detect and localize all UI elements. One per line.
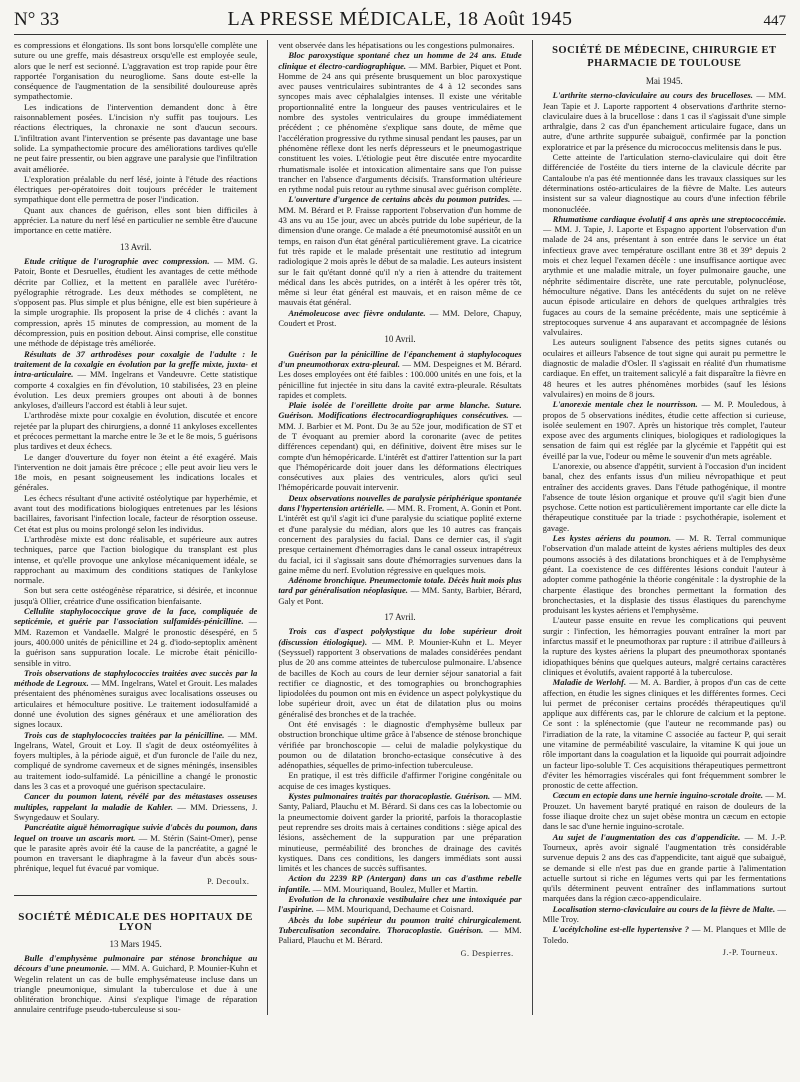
session-date: 17 Avril. [384,612,416,623]
article-body: — M. A. Bardier, à propos d'un cas de cette affection, en étudie les signes cliniques et les différentes formes. Ceci lui permet de préconiser certains procédés thérapeutiques qu'il applique aux différents cas, par le chlorure de calcium et la peptone. Ce sont : la splénectomie (que l'auteur ne recommande pas) ou l'irradiation de la rate, la vitamine C associée au facteur P, qui serait une vitamine de perméabilité vasculaire, la vitamine K qui joue un rôle important dans la coagulation et la liquoïde qui pourrait adjoindre un facteur lipo-soluble T. Ces acquisitions thérapeutiques permettront d'éviter les hémorragies viscérales qui font fréquemment sombrer le pronostic de cette affection. [542,677,786,791]
article-title: Rhumatisme cardiaque évolutif 4 ans après une streptococcémie. [552,213,786,224]
page-number: 447 [763,13,786,29]
session-date: 10 Avril. [384,334,416,345]
article [543,399,786,461]
article-title: Trois observations de staphylococcies traitées avec succès par la méthode de Legroux. [14,667,258,689]
article [14,256,257,349]
article-body: — MM. M. Bérard et P. Fraisse rapportent l'observation d'un homme de 43 ans vu au 15e jour, avec un abcès putride du lobe supérieur, de la dimension d'une orange. Ce malade a été pneumotomisé aussitôt en un temps, en raison d'un état général particulièrement grave. La cicatrice fut très rapide et le malade présentait une restitutio ad integrum radiologique 2 mois après le début de sa maladie. Les auteurs insistent sur le fait qu'étant donné qu'il n'y a rien à attendre du traitement médical dans les abcès putrides, on a intérêt à les opérer très tôt, même si leur état général est mauvais, et en raison même de ce mauvais état général. [278,194,522,308]
article-title: Abcès du lobe supérieur du poumon traité chirurgicalement. Tuberculisation secondaire. Thoracoplastie. Guérison. [278,914,522,935]
article [14,791,257,822]
article-title: Résultats de 37 arthrodèses pour coxalgie de l'adulte : le traitement de la coxalgie en évolution par la greffe mixte, juxta- et intra-articulaire. [14,348,258,380]
article-title: Pancréatite aiguë hémorragique suivie d'abcès du poumon, dans lequel on trouve un ascaris mort. [14,822,258,843]
article-body: — M. Stérin (Saint-Omer), pense que le parasite après avoir été la cause de la pancréatite, a gagné le poumon en traversant le diaphragme à la faveur d'un abcès sous-phrénique, lequel fut évacué par vomique. [14,832,258,874]
article [278,915,521,946]
signature: J.-P. Tourneux. [722,947,778,957]
article-title: Maladie de Werlohf. [552,677,627,688]
session-date: 13 Mars 1945. [109,938,162,949]
article [278,349,521,400]
article-body: — M. Planques et Mlle de Toledo. [542,924,786,945]
article-body: — M. Prouzet. Un havement baryté pratiqué en raison de douleurs de la fosse iliaque droite chez un sujet obèse montra un cæcum en ectopie dans le sac d'une hernie inguino-scrotale. [542,790,786,832]
article [278,493,521,575]
article-body: — M. J.-P. Tourneux, après avoir signalé l'augmentation très considérable survenue depuis 2 ans des cas d'appendicite, tant aiguë que subaiguë, se demande si elle n'est pas due en grande partie à l'alimentation actuelle surtout si riche en légumes verts qui par les fermentations qu'ils déterminent peuvent entraîner des inflammations surtout marquées dans la région cæco-appendiculaire. [542,831,786,904]
paragraph: L'arthrodèse mixte est donc réalisable, et supérieure aux autres techniques, parce que l'action biologique du transplant est plus intense, et qu'elle provoque une ankylose mécaniquement idéale, se rapprochant au maximum des conditions statiques de l'ankylose normale. [14,533,258,586]
article-title: Guérison par la pénicilline de l'épanchement à staphylocoques d'un pneumothorax extra-pleural. [278,348,522,369]
columns [14,35,786,1015]
article [278,873,521,894]
article-body: — MM. A. Guichard, P. Mounier-Kuhn et Wegelin relatent un cas de bulle emphysémateuse incluse dans un triangle pneumonique, simulant la tuberculose et due à une oblitération bronchique. Ainsi s'explique l'image de réparation annulaire centrifuge pseudo-tuberculeuse si sou- [14,963,258,1015]
paragraph: es compressions et élongations. Ils sont bons lorsqu'elle complète une suture ou une greffe, mais désastreux orsqu'elle est employée seule, alors que le nerf est secionné. L'aggravation est trop rapide pour être rapportée l'organisation du neurogliome. Sans doute est-elle la conséquence de l'augmentation de la sensibilité douloureuse après sympathectomie. [14,40,258,102]
article-body: — MM. Paliard, Plauchu et M. Bérard. [278,924,522,946]
paragraph: L'arthrodèse mixte pour coxalgie en évolution, discutée et encore rejetée par la plupart des chirurgiens, a donné 11 ankyloses excellentes et précoces permettant la marche entre le 3e et le 8e mois, 5 guérisons plus tardives et deux échecs. [14,410,258,452]
article-title: L'acétylcholine est-elle hypertensive ? [552,924,690,935]
article [278,308,521,329]
article-title: Cellulite staphylococcique grave de la face, compliquée de septicémie, et guérie par l'association sulfamidés-pénicilline. [14,606,258,627]
article-title: Adénome bronchique. Pneumectomie totale. Décès huit mois plus tard par généralisation néoplasique. [278,575,522,596]
signature: G. Despierres. [460,948,514,958]
paragraph: Ont été envisagés : le diagnostic d'emphysème bulleux par obstruction bronchique ultime grâce à l'absence de sténose bronchique vérifiée par bronchoscopie — celui de maladie polykystique du poumon ou de dilatation broncho-ectasique consécutive à des adénopathies, séquelles de primo-infection tuberculeuse. [278,719,522,771]
article-body: — MM. Jean Tapie et J. Laporte rapportent 4 observations d'arthrite sterno-claviculaire dues à la brucellose : dans 1 cas il s'agissait d'une simple arthralgie, dans 2 cas d'un épanchement articulaire fugace, dans un autre, d'une arthrite suppurée subaiguë, confirmée par la ponction exploratrice et par la présence du micrococcus melitensis dans le pus. [542,90,786,152]
paragraph: Cette atteinte de l'articulation sterno-claviculaire qui doit être différenciée de l'ostéite du tiers interne de la clavicule décrite par Cantaloube n'a pas été mentionnée dans les travaux classiques sur les déterminations ostéo-articulaires de la fièvre de Malte. Les auteurs insistent sur sa valeur diagnostique au cours d'une infection fébrile mononucléée. [542,152,786,214]
article-title: Anémoleucose avec fièvre ondulante. [288,307,426,318]
article [278,894,521,915]
column-1 [14,40,257,1015]
article [543,90,786,152]
article-body: — MM. Ingelrans et Vandeuvre. Cette statistique comporte 4 coxalgies en fin d'évolution, 10 stabilisées, 23 en pleine évolution. Les deux premiers groupes ont abouti à de bonnes ankyloses, d'ailleurs l'accord est établi à leur sujet. [14,369,258,411]
article-body: — MM. Santy, Paliard, Plauchu et M. Bérard. Si dans ces cas la lobectomie ou la pneumectomie doivent garder la priorité, parfois la thoracoplastie peut reprendre ses droits mais à certaines conditions : siège apical des lésions, assèchement de la suppuration par une préparation minutieuse, perméabilité des bronches de drainage des cavités kystiques. Dans ces conditions, les dangers immédiats sont aussi limités et les chances de succès suffisantes. [278,791,522,874]
session-date: Mai 1945. [645,76,683,86]
column-divider [532,40,533,1015]
article [14,822,257,873]
article-title: L'arthrite sterno-claviculaire au cours des brucelloses. [552,90,753,101]
article-body: — MM. Delore, Chapuy, Coudert et Prost. [278,307,522,329]
article-body: — MM. Santy, Barbier, Bérard, Galy et Pont. [278,585,522,606]
article-body: — MM. Ingelrans, Watel, Grouit et Loy. Il s'agit de deux ostéomyélites à foyers multiples, à la période aiguë, et d'un furoncle de l'aile du nez, compliqué de syndrome caverneux et de signes méningés, insensibles au traitement iodo-sulfamidé. La pénicilline a changé le pronostic dans les 3 cas et a provoqué une guérison spectaculaire. [14,729,258,792]
society-heading: SOCIÉTÉ MÉDICALE DES HOPITAUX DE LYON [18,911,254,934]
paragraph: L'auteur passe ensuite en revue les complications qui peuvent surgir : l'infection, les hémorragies pouvant entraîner la mort par infarctus massif et le pneumothorax par rupture : il attribue d'ailleurs à la rupture des kystes aériens la plupart des pneumothorax spontanés idiopathiques bénins que quelques auteurs, malgré certains caractères cliniques et évolutifs, avaient rapporté à la tuberculose. [542,615,786,677]
article [543,924,786,945]
article-body: — MM. Driessens, J. Swyngedauw et Soulary. [14,801,258,822]
article-body: — MM. J. Tapie, J. Laporte et Espagno apportent l'observation d'un malade de 24 ans, présentant à son entrée dans le service un état infectieux grave avec température oscillant entre 38 et 39° depuis 2 mois et chez lequel l'examen décèle : une insuffisance aortique avec arythmie et une maladie mitrale, un foyer pulmonaire gauche, une néphrite sédimentaire discrète, une rate percutable, polynucléose, hémoculture négative. Dans les antécédents du sujet on ne relève aucun épisode articulaire en dehors de quelques arthralgies très fugaces au cours de la semaine précédente, mais une septicémie à streptocoques survenue 4 ans auparavant et accompagnée de lésions valvulaires. [542,224,786,338]
article [278,626,521,719]
article-body: — M. P. Mouledous, à propos de 5 observations inédites, étudie cette affection si curieuse, isolée seulement en 1907. Après un historique très complet, l'auteur expose avec des arguments cliniques, biologiques et radiologiques la sensation de faim qui est réglée par la glycémie et l'appétit qui est éveillé par la vue, l'odeur ou même le souvenir d'un mets agréable. [542,399,786,461]
article-title: L'anorexie mentale chez le nourrisson. [552,399,698,410]
article-body: — MM. P. Mounier-Kuhn et L. Meyer (Seyssuel) rapportent 3 observations de malades considérées pendant plus de 20 ans comme atteintes de tuberculose pulmonaire. L'absence de bacilles de Koch au cours de leur dernier séjour sanatorial a fait rectifier ce diagnostic, et des tomographies ou bronchographies lipiodolées du poumon ont mis en évidence un aspect polykystique du lobe supérieur droit, avec un état de dilatation plus ou moins généralisé des bronches et de la trachée. [278,636,522,719]
article [543,832,786,904]
signature: P. Decoulx. [207,876,250,886]
column-divider [267,40,268,1015]
article [14,668,257,730]
article-title: L'ouverture d'urgence de certains abcès du poumon putrides. [288,194,511,205]
article-body: — MM. Barbier, Piquet et Pont. Homme de 24 ans qui présente brusquement un bloc paroxystique avec pauses ventriculaires subintrantes de 4 à 12 secondes sans syncopes mais avec céphalalgies intenses. Il existe une véritable proportionnalité entre la longueur des pauses ventriculaires et le nombre des systoles ventriculaires du groupe immédiatement précédent ; ce phénomène s'explique sans doute, de même que l'accélération progressive du rythme sinusal pendant les pauses, par un phénomène réflexe dont les nerfs dépresseurs et le pneumogastrique constituent les voies. L'étiologie peut être discutée entre myocardite rhumatismale isolée et intoxication alimentaire sans que l'on puisse trancher en l'absence d'arguments décisifs. Transformation ultérieure en rythme nodal puis retour au rythme sinusal avec guérison complète. [278,60,522,195]
article-title: Trois cas de staphylococcies traitées par la pénicilline. [24,729,225,740]
article [278,50,521,194]
paragraph: vent observée dans les hépatisations ou les congestions pulmonaires. [278,40,515,50]
article-body: — MM. Despeignes et M. Bérard. Les doses employées ont été faibles : 100.000 unités en une fois, et la pénicilline fut injectée in situ dans la cavité extra-pleurale. Résultats rapides et complets. [278,358,522,400]
article-body: — MM. Ingelrans, Watel et Grouit. Les malades présentaient des phénomènes suraigus avec localisations osseuses ou articulaires et hémoculture positive. Le traitement iodosulfamidé a donné une évolution des signes généraux et une amélioration des signes locaux. [14,678,258,730]
article-body: — MM. Mouriquand, Dechaume et Coisnard. [316,904,474,915]
article [543,214,786,338]
article [543,677,786,790]
paragraph: L'exploration préalable du nerf lésé, jointe à l'étude des réactions électriques per-opératoires doit toujours précéder le traitement sympathique dont elle permettra de poser l'indication. [14,173,258,205]
article-body: — MM. G. Patoir, Bonte et Desruelles, étudient les avantages de cette méthode décrite par Colliez, et la mettent en parallèle avec l'urétéro-pyélographie rétrograde. Les deux méthodes se complètent, ne s'opposent pas. Plus simple et plus bénigne, elle est bien supérieure à la simple urographie. Ils proposent la prise de 4 clichés : avant la compression, après 15 minutes de compression, au moment de la décompression, puis en position debout. Ainsi comprise, elle constitue une méthode de dépistage très améliorée. [14,255,258,349]
paragraph: Les indications de l'intervention demandent donc à être raisonnablement posées. L'incision n'y suffit pas toujours. Les réactions électriques, la chronaxie ne sont d'aucun secours. L'infiltration avant l'intervention se présente pas davantage une base solide. La sympathectomie procure des améliorations tardives qu'elle ne peut faire pressentir, ou bien aggrave une paralysie que l'infiltration avait améliorée. [14,101,258,174]
article [278,194,521,307]
article [14,953,257,1015]
article [543,904,786,925]
article-body: — M. R. Terral communique l'observation d'un malade atteint de kystes aériens multiples des deux poumons associés à des dilatations bronchiques et à de l'emphysème géant. La coexistence de ces différentes lésions conduit l'auteur à adopter comme pathogénie la théorie congénitale : la dystrophie de la charpente élastique des bronches permettant la formation des bronchectasies, et la displasie des tissus élastiques du parenchyme produisant les kystes aériens et l'emphysème. [542,533,786,616]
paragraph: Quant aux chances de guérison, elles sont bien difficiles à apprécier. La nature du nerf lésé en particulier ne semble être d'aucune importance en cette matière. [14,204,258,236]
column-2 [278,40,521,1015]
article-body: — Mlle Troy. [542,903,786,925]
article-title: Plaie isolée de l'oreillette droite par arme blanche. Suture. Guérison. Modifications électrocardiographiques consécutives. [278,400,522,421]
article-title: Cæcum en ectopie dans une hernie inguino-scrotale droite. [552,790,764,801]
paragraph: Le danger d'ouverture du foyer non éteint a été exagéré. Mais l'intervention ne doit jamais être précoce ; elle peut avoir lieu vers le 18e mois, en pesant soigneusement les indications locales et générales. [14,451,258,493]
article [278,575,521,606]
article [543,533,786,615]
journal-title: LA PRESSE MÉDICALE, 18 Août 1945 [227,8,573,30]
article-title: Localisation sterno-claviculaire au cours de la fièvre de Malte. [552,903,776,914]
article [278,400,521,493]
article [14,606,257,668]
article-title: Bloc paroxystique spontané chez un homme de 24 ans. Etude clinique et électro-cardiographique. [278,50,522,71]
article-title: Kystes pulmonaires traités par thoracoplastie. Guérison. [288,791,491,802]
article-title: Action du 2239 RP (Antergan) dans un cas d'asthme rebelle infantile. [278,873,522,894]
column-3 [543,40,786,1015]
article-title: Evolution de la chronaxie vestibulaire chez une intoxiquée par l'aspirine. [278,894,522,915]
article-title: Cancer du poumon latent, révélé par des métastases osseuses multiples, rappelant la maladie de Kahler. [14,791,258,812]
paragraph: En pratique, il est très difficile d'affirmer l'origine congénitale ou acquise de ces images kystiques. [278,770,522,791]
session-date: 13 Avril. [119,241,152,252]
article-title: Trois cas d'aspect polykystique du lobe supérieur droit (discussion étiologique). [278,626,522,647]
society-heading: SOCIÉTÉ DE MÉDECINE, CHIRURGIE ET PHARMACIE DE TOULOUSE [552,45,777,69]
paragraph: Les échecs résultant d'une activité ostéolytique par hyperhémie, et avant tout des modifications biologiques entretenues par les lésions bacillaires, favorisant l'infection locale, facteur de résorption osseuse. Cet état est plus ou moins prolongé selon les individus. [14,492,258,534]
paragraph: Les auteurs soulignent l'absence des petits signes cutanés ou oculaires et ailleurs l'absence de tout signe qui aurait pu permettre le diagnostic de maladie d'Osler. Il s'agissait en réalité d'un rhumatisme cardiaque. En effet, un traitement salicylé a fait disparaître la fièvre en 48 heures et les autres phénomènes morbides (sauf les lésions valvulaires) en moins de 8 jours. [542,337,786,399]
article-title: Etude critique de l'urographie avec compression. [24,255,210,266]
article [14,349,257,411]
article [278,791,521,873]
article-title: Deux observations nouvelles de paralysie périphérique spontanée dans l'hypertension artérielle. [278,492,522,514]
article-title: Les kystes aériens du poumon. [552,533,672,544]
article-body: — MM. J. Barbier et M. Pont. Du 3e au 52e jour, modification de ST et de T évoquant au premier abord la coronarite (avec de petites différences cependant) qui, en définitive, doivent être mises sur le compte d'un hémopéricarde. L'intérêt est d'attirer l'attention sur la part que l'hémopéricarde doit jouer dans les déformations électriques consécutives aux plaies des ventricules, alors qu'ici seul l'hémopéricarde pouvait intervenir. [278,410,522,493]
article-body: — MM. Mouriquand, Boulez, Muller et Martin. [312,883,478,894]
issue-number: N° 33 [14,9,60,30]
article [14,730,257,792]
article-body: — MM. R. Froment, A. Gonin et Pont. L'intérêt est qu'il s'agit ici d'une paralysie du sciatique poplité externe et d'une paralysie du médian, alors que les 10 autres cas français concernent des paralysies du facial. Dans ce dernier cas, il s'agit presque certainement d'hémorragies dans le canal osseux intrapétreux du facial, ici il s'agissait sans doute d'hémorragies survenues dans la gaine même du nerf. Evolution régressive en quelques mois. [278,503,522,575]
paragraph: L'anorexie, ou absence d'appétit, survient à l'occasion d'un incident banal, chez des enfants issus d'un milieu névropathique et peut entraîner des accidents graves. Dans l'étude pathogénique, il montre l'absence de toute lésion organique et prouve qu'il s'agit bien d'une psychose. Cette notion est particulièrement importante car elle dicte la thérapeutique constituée par la triade : psychothérapie, isolement et gavage. [542,460,786,533]
article [543,790,786,831]
paragraph: Son but sera cette ostéogénèse réparatrice, si désirée, et inconnue jusqu'à Ollier, créatrice d'une ossification bienfaisante. [14,585,258,606]
masthead [14,0,786,35]
article-title: Au sujet de l'augmentation des cas d'appendicite. [552,831,741,842]
article-title: Bulle d'emphysème pulmonaire par sténose bronchique au décours d'une pneumonie. [14,952,258,974]
article-body: — MM. Razemon et Vandaelle. Malgré le pronostic désespéré, en 5 jours, 400.000 unités de pénicilline et 24 g. d'iodo-septoplix amènent la guérison sans suppuration locale. Le microbe était pénicillo-sensible in vitro. [14,616,258,668]
